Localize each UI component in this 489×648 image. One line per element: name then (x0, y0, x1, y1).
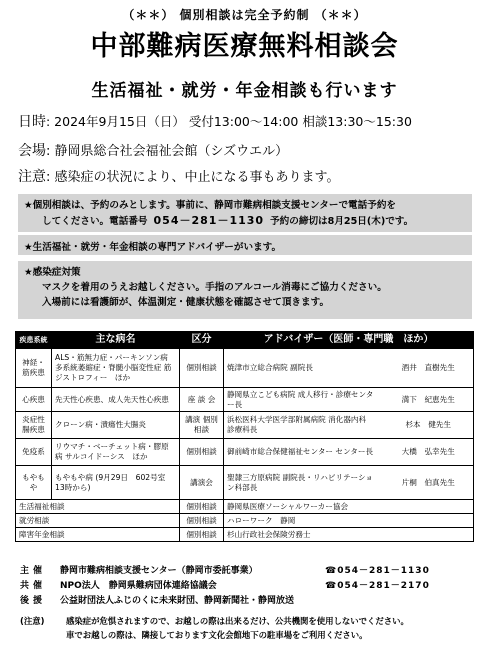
reservation-line-2 (24, 213, 466, 229)
row-advisor-org: 御前崎市総合保健福祉センター センター長 (224, 439, 384, 466)
infection-box (18, 261, 472, 319)
row-system: 炎症性腸疾患 (16, 412, 52, 439)
note-value: : 感染症の状況により、中止になる事もあります。 (46, 170, 340, 185)
advisor-text: ★生活福祉・就労・年金相談の専門アドバイザーがいます。 (24, 242, 282, 253)
row-kubun: 講演 個別相談 (180, 412, 224, 439)
date-label: 日時 (18, 114, 46, 130)
header-system: 疾患系統 (16, 332, 52, 349)
header-advisor: アドバイザー（医師・専門職 ほか） (224, 332, 474, 349)
event-note (18, 166, 339, 186)
row-advisor-org: 静岡県立こども病院 成人移行・診療センター長 (224, 388, 384, 412)
organizer-host (20, 563, 430, 576)
row-system: もやもや (16, 466, 52, 500)
row-disease: クローン病・潰瘍性大腸炎 (52, 412, 180, 439)
consultation-table (15, 331, 474, 542)
row-advisor-name: 満下 紀恵先生 (384, 388, 474, 412)
row-advisor-name: 杉本 健先生 (384, 412, 474, 439)
infection-line-2: 入場前には看護師が、体温測定・健康状態を確認させて頂きます。 (42, 297, 330, 308)
venue-value: : 静岡県総合社会福祉会館（シズウエル） (46, 144, 289, 159)
reservation-phone-prefix: してください。電話番号 (42, 216, 148, 227)
reservation-deadline: 予約の締切は8月25日(木)です。 (270, 216, 414, 227)
row-advisor-org: 浜松医科大学医学部附属病院 消化器内科 診療科長 (224, 412, 384, 439)
row-kubun: 座 談 会 (180, 388, 224, 412)
table-row (16, 388, 474, 412)
attention-line-2: 車でお越しの際は、隣接しております文化会館地下の駐車場をご利用ください。 (66, 630, 368, 640)
organizer-name: NPO法人 静岡県難病団体連絡協議会 (60, 581, 217, 591)
reservation-line-1: ★個別相談は、予約のみとします。事前に、静岡市難病相談支援センターで電話予約を (24, 200, 397, 211)
row-disease: 先天性心疾患、成人先天性心疾患 (52, 388, 180, 412)
row-advisor-name: 片桐 伯真先生 (384, 466, 474, 500)
row-kubun: 個別相談 (180, 439, 224, 466)
row-kubun: 講演会 (180, 466, 224, 500)
table-row (16, 514, 474, 528)
row-disease: ALS・筋無力症・パーキンソン病 多系統萎縮症・脊髄小脳変性症 筋ジストロフィー ほか (52, 349, 180, 388)
organizer-role: 後援 (20, 596, 47, 606)
row-kubun: 個別相談 (180, 514, 224, 528)
page-title: 中部難病医療無料相談会 (90, 31, 399, 62)
table-header-row (16, 332, 474, 349)
organizer-phone: ☎054－281－2170 (325, 581, 430, 591)
advisor-box (18, 235, 472, 255)
row-advisor-org: ハローワーク 静岡 (224, 514, 474, 528)
row-kubun: 個別相談 (180, 500, 224, 514)
row-kubun: 個別相談 (180, 528, 224, 542)
attention-line-1: 感染症が危惧されますので、お越しの際は出来るだけ、公共機関を使用しないでください。 (66, 616, 409, 626)
page-subtitle: 生活福祉・就労・年金相談も行います (91, 81, 398, 101)
row-system: 障害年金相談 (16, 528, 180, 542)
row-disease: もやもや病 (9月29日 602号室 13時から) (52, 466, 180, 500)
event-date (18, 111, 412, 131)
organizer-sponsor (20, 593, 294, 606)
table-row (16, 528, 474, 542)
event-venue (18, 140, 288, 160)
row-system: 就労相談 (16, 514, 180, 528)
row-kubun: 個別相談 (180, 349, 224, 388)
row-advisor-name: 大橋 弘幸先生 (384, 439, 474, 466)
reservation-box (18, 194, 472, 232)
infection-heading: ★感染症対策 (24, 267, 81, 278)
table-row (16, 412, 474, 439)
row-advisor-org: 杉山行政社会保険労務士 (224, 528, 474, 542)
row-advisor-org: 静岡県医療ソーシャルワーカー協会 (224, 500, 474, 514)
note-label: 注意 (18, 169, 46, 185)
row-system: 心疾患 (16, 388, 52, 412)
reservation-notice: （＊＊） 個別相談は完全予約制 （＊＊） (122, 8, 367, 22)
date-value: : 2024年9月15日（日） 受付13:00～14:00 相談13:30～15:30 (46, 114, 412, 129)
row-disease: リウマチ・ベーチェット病・膠原病 サルコイドーシス ほか (52, 439, 180, 466)
organizer-phone: ☎054－281－1130 (325, 566, 430, 576)
table-row (16, 466, 474, 500)
header-disease: 主な病名 (52, 332, 180, 349)
row-advisor-name: 酒井 直樹先生 (384, 349, 474, 388)
organizer-role: 主催 (20, 566, 47, 576)
infection-line-1: マスクを着用のうえお越しください。手指のアルコール消毒にご協力ください。 (42, 282, 387, 293)
table-row (16, 349, 474, 388)
organizer-name: 静岡市難病相談支援センター（静岡市委託事業） (60, 566, 258, 576)
header-kubun: 区分 (180, 332, 224, 349)
organizer-name: 公益財団法人ふじのくに未来財団、静岡新聞社・静岡放送 (60, 596, 295, 606)
organizer-cohost (20, 578, 430, 591)
row-advisor-org: 聖隷三方原病院 副院長・リハビリテーション科部長 (224, 466, 384, 500)
table-row (16, 500, 474, 514)
row-advisor-org: 焼津市立総合病院 副院長 (224, 349, 384, 388)
venue-label: 会場 (18, 143, 46, 159)
organizer-role: 共催 (20, 581, 47, 591)
attention-label: (注意) (20, 616, 45, 626)
row-system: 免疫系 (16, 439, 52, 466)
row-system: 神経・筋疾患 (16, 349, 52, 388)
reservation-phone: 054－281－1130 (153, 214, 265, 227)
attention-note (20, 614, 409, 642)
table-row (16, 439, 474, 466)
row-system: 生活福祉相談 (16, 500, 180, 514)
